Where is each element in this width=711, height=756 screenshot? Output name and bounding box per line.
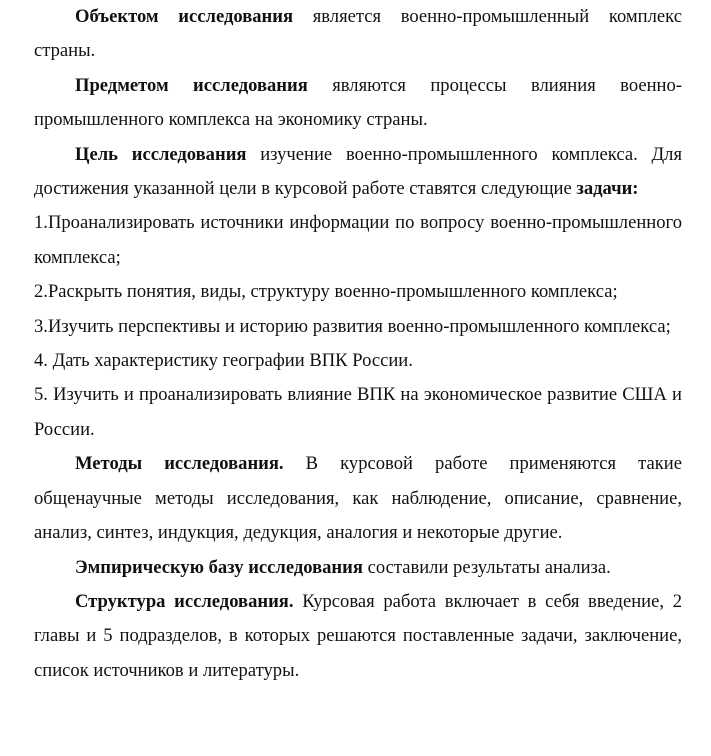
paragraph-empirical	[34, 551, 682, 585]
paragraph-goal-text: изучение военно-промышленного комплекса. Для достижения указанной цели в курсовой работе ставятся следующие	[34, 143, 682, 200]
term-subject: Предметом исследования	[75, 74, 308, 96]
document-body	[34, 0, 682, 688]
task-item-4: 4. Дать характеристику географии ВПК России.	[34, 350, 413, 372]
task-item-3: 3.Изучить перспективы и историю развития военно-промышленного комплекса;	[34, 315, 671, 337]
task-item-1: 1.Проанализировать источники информации по вопросу военно-промышленного комплекса;	[34, 212, 682, 268]
paragraph-structure-text: Курсовая работа включает в себя введение, 2 главы и 5 подразделов, в которых решаются поставленные задачи, заключение, список источников и литературы.	[34, 590, 683, 681]
paragraph-goal	[34, 138, 682, 207]
paragraph-object	[34, 0, 682, 69]
term-methods: Методы исследования.	[75, 453, 284, 475]
task-item-5: 5. Изучить и проанализировать влияние ВПК на экономическое развитие США и России.	[34, 384, 682, 440]
term-structure: Структура исследования.	[75, 590, 294, 612]
paragraph-methods-text: В курсовой работе применяются такие общенаучные методы исследования, как наблюдение, описание, сравнение, анализ, синтез, индукция, дедукция, аналогия и некоторые другие.	[34, 453, 682, 544]
term-object: Объектом исследования	[75, 6, 294, 27]
task-item-2: 2.Раскрыть понятия, виды, структуру военно-промышленного комплекса;	[34, 281, 618, 303]
paragraph-methods	[34, 447, 682, 550]
paragraph-object-text: является военно-промышленный комплекс страны.	[34, 6, 682, 62]
paragraph-empirical-text: составили результаты анализа.	[362, 556, 611, 578]
term-goal: Цель исследования	[75, 143, 247, 165]
term-empirical: Эмпирическую базу исследования	[75, 556, 363, 578]
paragraph-structure	[34, 585, 682, 688]
paragraph-subject	[34, 69, 682, 138]
term-tasks: задачи:	[576, 178, 639, 200]
paragraph-subject-text: являются процессы влияния военно-промышленного комплекса на экономику страны.	[34, 74, 682, 131]
